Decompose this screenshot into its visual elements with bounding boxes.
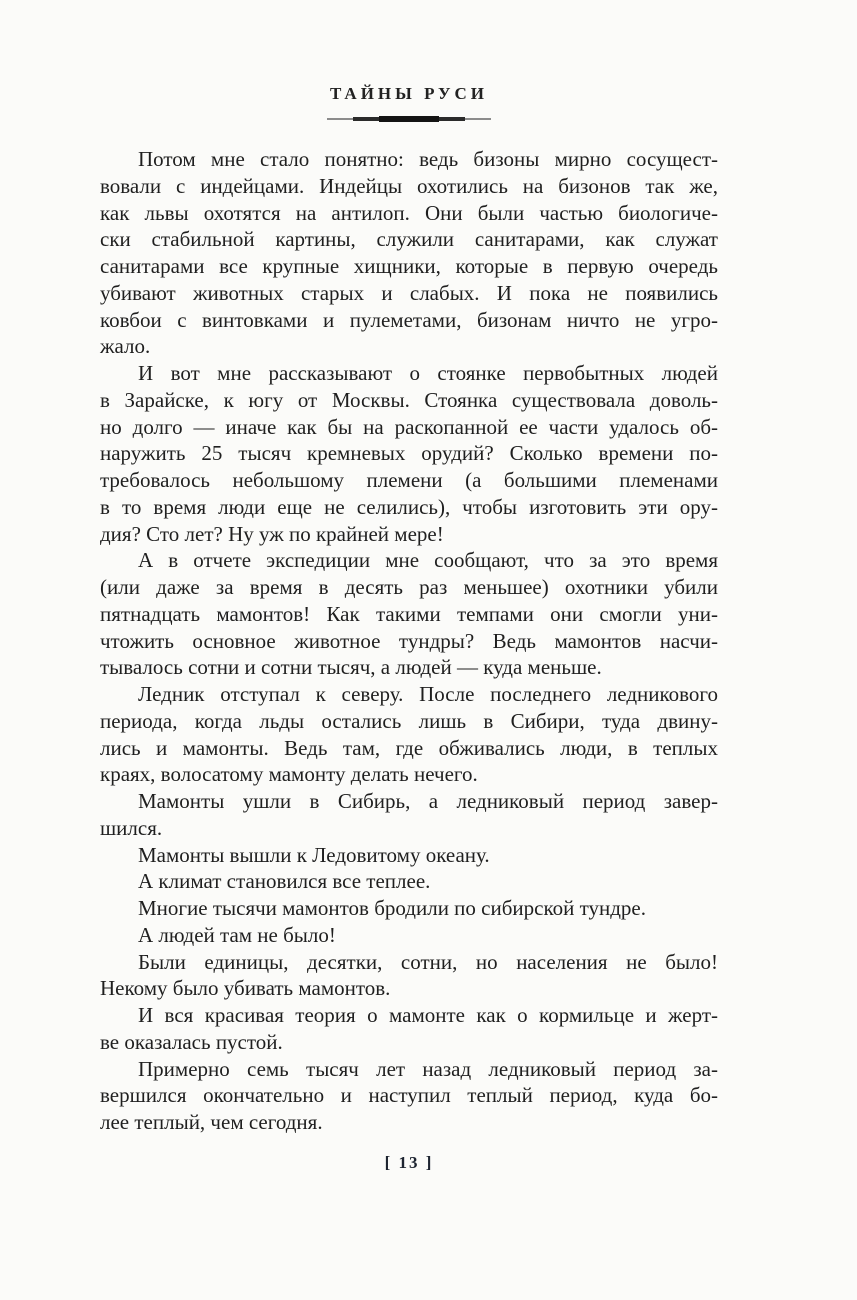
text-line: Потом мне стало понятно: ведь бизоны мирно сосущест- — [138, 147, 718, 171]
text-line: Некому было убивать мамонтов. — [100, 976, 391, 1001]
text-line: шился. — [100, 815, 163, 840]
text-line: убивают животных старых и слабых. И пока не появились — [100, 280, 718, 305]
text-line: лее теплый, чем сегодня. — [100, 1110, 323, 1134]
text-line: жало. — [100, 334, 151, 359]
text-line: пятнадцать мамонтов! Как такими темпами они смогли уни- — [100, 601, 718, 626]
text-line: (или даже за время в десять раз меньшее) охотники убили — [100, 575, 718, 599]
text-line: А людей там не было! — [138, 922, 336, 947]
text-line: но долго — иначе как бы на раскопанной ее части удалось об- — [100, 414, 718, 439]
text-line: И вся красивая теория о мамонте как о кормильце и жерт- — [138, 1003, 718, 1027]
text-line: Были единицы, десятки, сотни, но населения не было! — [138, 949, 718, 974]
header-rule-ornament — [100, 115, 718, 123]
text-line: в Зарайске, к югу от Москвы. Стоянка существовала доволь- — [100, 387, 718, 412]
text-line: требовалось небольшому племени (а большими племенами — [100, 468, 718, 492]
text-line: лись и мамонты. Ведь там, где обживались люди, в теплых — [100, 735, 718, 760]
running-head: ТАЙНЫ РУСИ — [329, 84, 489, 103]
text-line: краях, волосатому мамонту делать нечего. — [100, 762, 478, 787]
text-line: Мамонты вышли к Ледовитому океану. — [138, 842, 490, 867]
text-line: ковбои с винтовками и пулеметами, бизонам ничто не угро- — [100, 307, 718, 332]
text-line: вовали с индейцами. Индейцы охотились на бизонов так же, — [100, 173, 718, 198]
text-line: тывалось сотни и сотни тысяч, а людей — куда меньше. — [100, 655, 602, 680]
text-line: периода, когда льды остались лишь в Сибири, туда двину- — [100, 708, 718, 733]
text-line: Ледник отступал к северу. После последнего ледникового — [138, 682, 718, 706]
text-line: санитарами все крупные хищники, которые в первую очередь — [100, 254, 718, 278]
text-line: И вот мне рассказывают о стоянке первобытных людей — [138, 361, 718, 385]
text-line: Многие тысячи мамонтов бродили по сибирской тундре. — [138, 896, 646, 920]
rule-center-bar — [379, 116, 439, 122]
page-number: [ 13 ] — [384, 1153, 434, 1172]
text-line: ве оказалась пустой. — [100, 1029, 283, 1054]
text-line: наружить 25 тысяч кремневых орудий? Сколько времени по- — [100, 441, 718, 466]
text-line: Примерно семь тысяч лет назад ледниковый период за- — [138, 1056, 718, 1081]
text-line: А климат становился все теплее. — [138, 869, 431, 894]
text-line: дия? Сто лет? Ну уж по крайней мере! — [100, 521, 444, 546]
body-text — [100, 146, 718, 1136]
text-line: как львы охотятся на антилоп. Они были частью биологиче- — [100, 200, 718, 225]
text-line: Мамонты ушли в Сибирь, а ледниковый период завер- — [138, 789, 718, 813]
text-line: ски стабильной картины, служили санитарами, как служат — [100, 227, 718, 252]
text-line: чтожить основное животное тундры? Ведь мамонтов насчи- — [100, 628, 718, 653]
text-line: вершился окончательно и наступил теплый период, куда бо- — [100, 1083, 718, 1108]
text-line: в то время люди еще не селились), чтобы изготовить эти ору- — [100, 494, 718, 519]
text-line: А в отчете экспедиции мне сообщают, что за это время — [138, 548, 718, 573]
